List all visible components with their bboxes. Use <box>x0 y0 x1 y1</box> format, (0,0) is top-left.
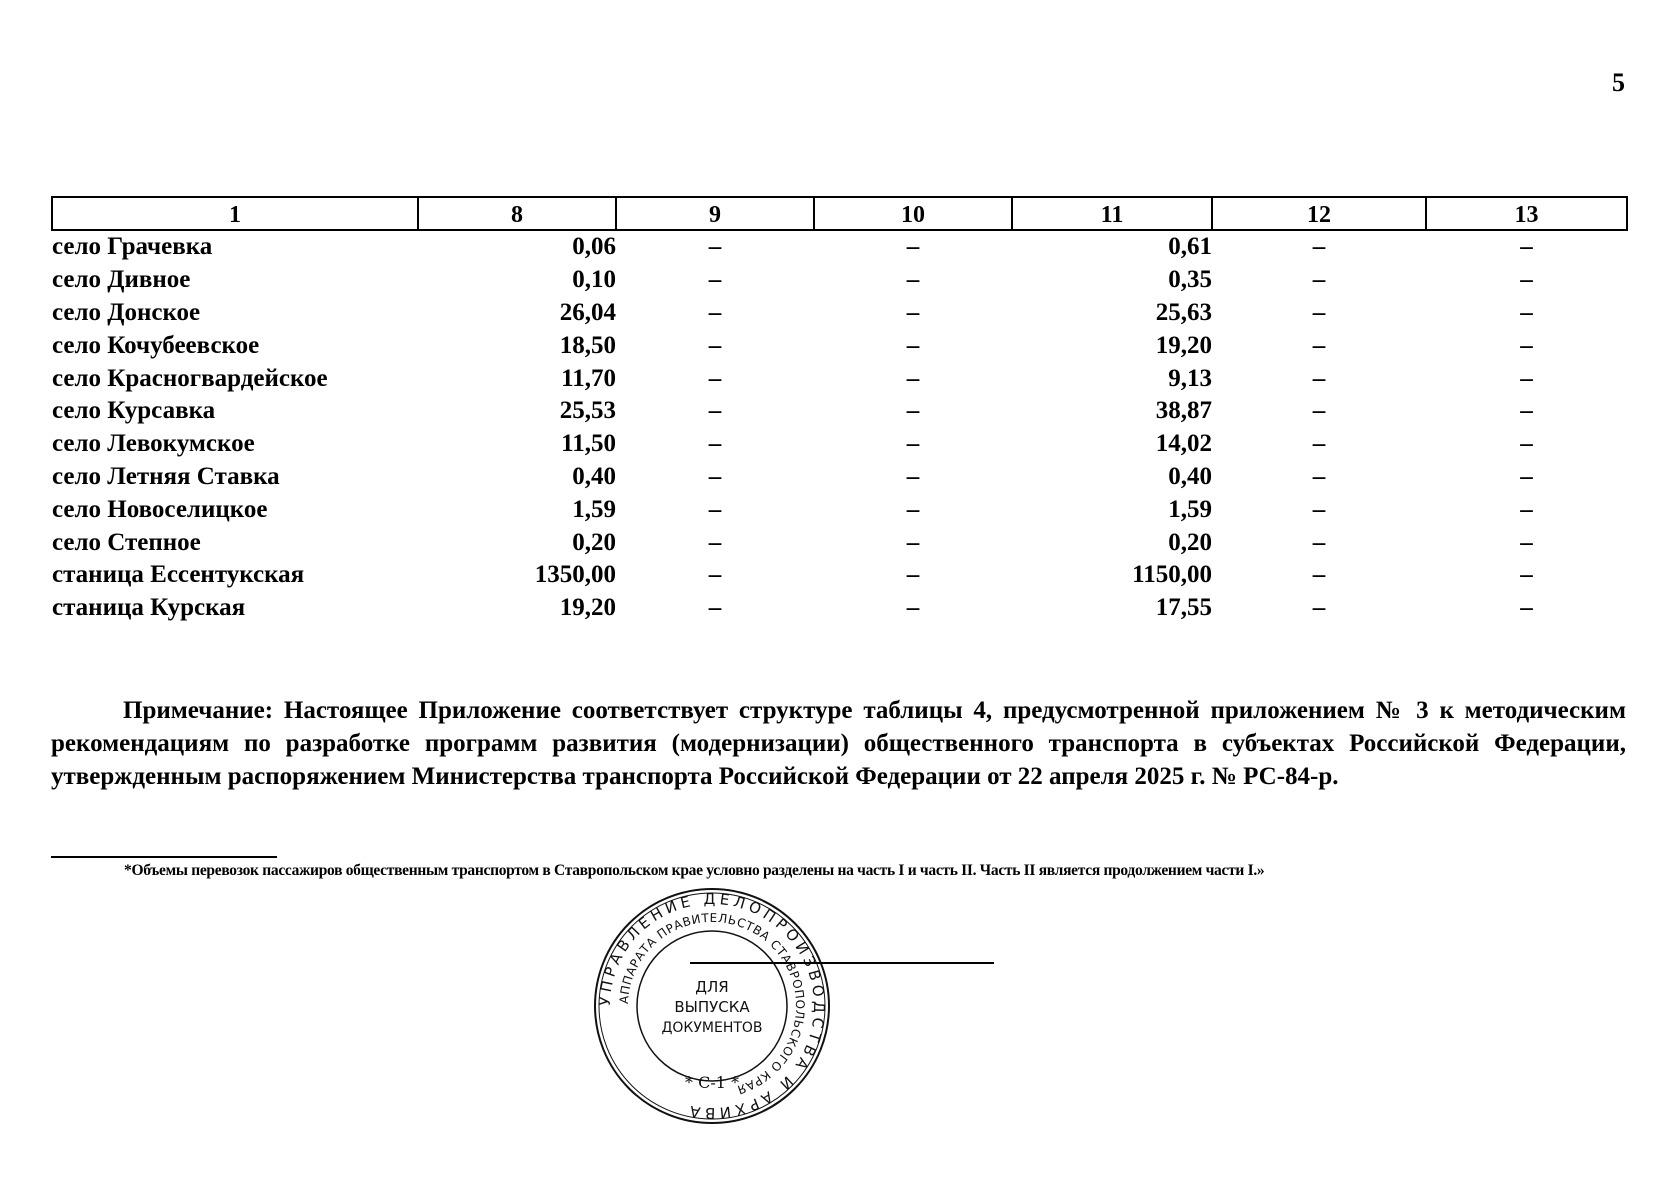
cell-value: – <box>708 298 722 326</box>
cell-value: – <box>1520 298 1533 326</box>
table-row <box>52 592 1627 625</box>
cell-value: 0,06 <box>572 233 616 261</box>
cell-value: – <box>1312 528 1326 556</box>
note-paragraph: Примечание: Настоящее Приложение соответствует структуре таблицы 4, предусмотренной приложением № 3 к методическим рекомендациям по разработке программ развития (модернизации) общественного транспорта в субъектах Российской Федерации, утвержденным распоряжением Министерства транспорта Российской Федерации от 22 апреля 2025 г. № РС-84-р. <box>51 697 1626 790</box>
page-number: 5 <box>1612 68 1625 97</box>
cell-value: 26,04 <box>559 298 616 326</box>
cell-value: – <box>906 397 920 425</box>
cell-value: – <box>708 397 722 425</box>
cell-value: – <box>906 528 920 556</box>
table-row <box>52 428 1627 461</box>
column-header: 1 <box>52 197 418 230</box>
cell-value: – <box>1520 266 1533 294</box>
cell-value: – <box>906 331 920 359</box>
settlement-name: станица Ессентукская <box>52 561 305 589</box>
table-row <box>52 230 1627 264</box>
cell-value: – <box>1520 561 1533 589</box>
cell-value: – <box>1312 364 1326 392</box>
cell-value: – <box>1520 528 1533 556</box>
column-header: 12 <box>1212 197 1426 230</box>
cell-value: 9,13 <box>1168 364 1212 392</box>
cell-value: 0,20 <box>572 528 616 556</box>
settlement-name: станица Курская <box>52 594 246 622</box>
cell-value: – <box>1520 462 1533 490</box>
settlement-name: село Курсавка <box>52 397 216 425</box>
column-header: 11 <box>1012 197 1212 230</box>
cell-value: – <box>708 462 722 490</box>
cell-value: 1,59 <box>1168 495 1212 523</box>
settlement-name: село Летняя Ставка <box>52 462 280 490</box>
cell-value: 0,10 <box>572 266 616 294</box>
cell-value: – <box>906 495 920 523</box>
cell-value: – <box>1520 430 1533 458</box>
cell-value: – <box>1312 331 1326 359</box>
cell-value: – <box>1520 397 1533 425</box>
cell-value: – <box>708 528 722 556</box>
stamp-outer-ring-text: УПРАВЛЕНИЕ ДЕЛОПРОИЗВОДСТВА И АРХИВА <box>595 889 829 1123</box>
settlement-name: село Левокумское <box>52 430 255 458</box>
column-header: 9 <box>616 197 814 230</box>
table-row <box>52 362 1627 395</box>
column-header: 10 <box>814 197 1012 230</box>
cell-value: 38,87 <box>1155 397 1212 425</box>
cell-value: – <box>708 331 722 359</box>
cell-value: – <box>708 561 722 589</box>
cell-value: – <box>1312 233 1326 261</box>
cell-value: – <box>906 462 920 490</box>
table-header-row <box>52 197 1627 230</box>
signature-line <box>690 962 994 964</box>
settlement-name: село Новоселицкое <box>52 495 268 523</box>
settlement-name: село Грачевка <box>52 233 213 261</box>
cell-value: – <box>1520 233 1533 261</box>
cell-value: – <box>708 364 722 392</box>
cell-value: – <box>1312 430 1326 458</box>
cell-value: – <box>1312 594 1326 622</box>
cell-value: – <box>1312 495 1326 523</box>
table-row <box>52 461 1627 494</box>
footnote-divider <box>51 856 277 858</box>
settlement-name: село Кочубеевское <box>52 331 260 359</box>
table-row <box>52 395 1627 428</box>
cell-value: 0,40 <box>572 462 616 490</box>
cell-value: – <box>708 495 722 523</box>
cell-value: – <box>1312 561 1326 589</box>
cell-value: – <box>1520 594 1533 622</box>
table-row <box>52 493 1627 526</box>
table-row <box>52 264 1627 297</box>
settlement-name: село Степное <box>52 528 201 556</box>
cell-value: 11,70 <box>561 364 616 392</box>
cell-value: – <box>906 594 920 622</box>
settlement-name: село Красногвардейское <box>52 364 328 392</box>
cell-value: – <box>1312 266 1326 294</box>
stamp-center-line-3: ДОКУМЕНТОВ <box>661 1020 763 1036</box>
cell-value: 19,20 <box>1155 331 1212 359</box>
cell-value: 19,20 <box>559 594 616 622</box>
table-row <box>52 329 1627 362</box>
cell-value: 1350,00 <box>534 561 616 589</box>
cell-value: – <box>906 430 920 458</box>
table-row <box>52 526 1627 559</box>
cell-value: – <box>906 298 920 326</box>
cell-value: 0,40 <box>1168 462 1212 490</box>
cell-value: – <box>708 233 722 261</box>
footnote: *Объемы перевозок пассажиров общественным транспортом в Ставропольском крае условно разделены на часть I и часть II. Часть II является продолжением части I.» <box>124 862 1265 879</box>
cell-value: 14,02 <box>1155 430 1212 458</box>
cell-value: – <box>1520 495 1533 523</box>
table-row <box>52 297 1627 330</box>
cell-value: – <box>1312 298 1326 326</box>
data-table <box>51 196 1628 625</box>
official-stamp <box>592 886 832 1126</box>
stamp-code: * С-1 * <box>685 1073 739 1092</box>
column-header: 13 <box>1426 197 1627 230</box>
cell-value: – <box>708 266 722 294</box>
cell-value: 1,59 <box>572 495 616 523</box>
cell-value: 1150,00 <box>1132 561 1212 589</box>
table-row <box>52 559 1627 592</box>
settlement-name: село Дивное <box>52 266 191 294</box>
cell-value: 25,53 <box>559 397 616 425</box>
stamp-center-line-2: ВЫПУСКА <box>674 998 750 1016</box>
cell-value: – <box>906 364 920 392</box>
settlement-name: село Донское <box>52 298 201 326</box>
column-header: 8 <box>418 197 616 230</box>
cell-value: – <box>1520 364 1533 392</box>
cell-value: 0,61 <box>1168 233 1212 261</box>
cell-value: 0,20 <box>1168 528 1212 556</box>
cell-value: – <box>1312 462 1326 490</box>
cell-value: 11,50 <box>561 430 616 458</box>
cell-value: – <box>906 233 920 261</box>
cell-value: – <box>906 561 920 589</box>
cell-value: – <box>708 430 722 458</box>
cell-value: 18,50 <box>559 331 616 359</box>
stamp-inner-ring-text: АППАРАТА ПРАВИТЕЛЬСТВА СТАВРОПОЛЬСКОГО КРАЯ <box>616 910 808 1097</box>
cell-value: – <box>1312 397 1326 425</box>
cell-value: – <box>906 266 920 294</box>
cell-value: – <box>708 594 722 622</box>
cell-value: 17,55 <box>1155 594 1212 622</box>
cell-value: 25,63 <box>1155 298 1212 326</box>
stamp-center-line-1: ДЛЯ <box>695 978 729 996</box>
cell-value: – <box>1520 331 1533 359</box>
cell-value: 0,35 <box>1168 266 1212 294</box>
